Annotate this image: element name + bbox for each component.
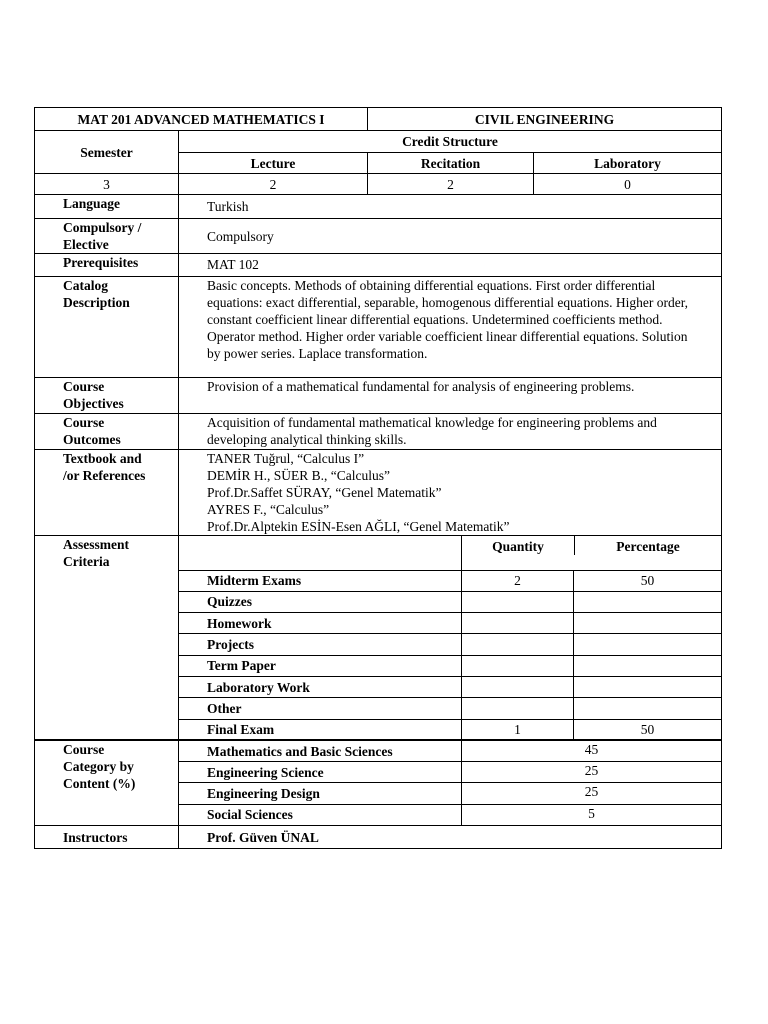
textbook-item: Prof.Dr.Alptekin ESİN-Esen AĞLI, “Genel Matematik” [207,519,510,534]
compulsory-value: Compulsory [179,219,722,254]
textbook-item: DEMİR H., SÜER B., “Calculus” [207,468,390,483]
assessment-item-quantity [462,613,574,634]
credit-structure-row [35,131,722,153]
outcomes-row [35,414,722,450]
instructors-label: Instructors [35,826,179,849]
assessment-item-percentage [574,698,722,719]
compulsory-row [35,219,722,254]
lecture-value: 2 [179,174,368,195]
textbook-item: AYRES F., “Calculus” [207,502,330,517]
language-label: Language [35,195,179,219]
category-item-value: 25 [462,783,722,804]
assessment-item-percentage [574,634,722,655]
outcomes-label-line-1: Course [63,415,105,430]
assessment-item-quantity [462,655,574,676]
quantity-label: Quantity [492,539,544,554]
prerequisites-value: MAT 102 [179,254,722,277]
language-row [35,195,722,219]
course-info-table-lower [34,570,722,850]
assessment-item-quantity [462,634,574,655]
category-item-value: 45 [462,740,722,761]
laboratory-value: 0 [534,174,722,195]
assessment-item-percentage [574,613,722,634]
objectives-row [35,378,722,414]
assessment-item-percentage: 50 [574,570,722,591]
assessment-item-quantity: 2 [462,570,574,591]
category-item-value: 25 [462,762,722,783]
objectives-label [35,378,179,414]
assessment-item-name: Other [179,698,462,719]
recitation-value: 2 [368,174,534,195]
course-title: MAT 201 ADVANCED MATHEMATICS I [35,108,368,131]
assessment-label-line-2: Criteria [63,554,110,569]
textbook-label-line-2: /or References [63,468,146,483]
category-item-name: Engineering Science [179,762,462,783]
credit-values-row [35,174,722,195]
credit-structure-label: Credit Structure [179,131,722,153]
laboratory-label: Laboratory [534,153,722,174]
objectives-label-line-1: Course [63,379,105,394]
assessment-item-quantity [462,698,574,719]
assessment-item-quantity [462,676,574,697]
instructor-name: Prof. Güven ÜNAL [179,826,722,849]
objectives-label-line-2: Objectives [63,396,124,411]
assessment-column-headers [462,536,722,571]
assessment-header-row [35,536,722,571]
outcomes-label [35,414,179,450]
category-row [35,740,722,761]
compulsory-label-line-2: Elective [63,237,109,252]
assessment-item-name: Homework [179,613,462,634]
instructors-body [35,826,722,849]
textbook-label [35,450,179,536]
textbook-item: Prof.Dr.Saffet SÜRAY, “Genel Matematik” [207,485,442,500]
lecture-label: Lecture [179,153,368,174]
compulsory-label-line-1: Compulsory / [63,220,142,235]
assessment-label-spacer [35,570,179,740]
catalog-label [35,277,179,378]
language-value: Turkish [179,195,722,219]
catalog-label-line-2: Description [63,295,130,310]
category-body [35,740,722,825]
assessment-body [35,570,722,740]
catalog-label-line-1: Catalog [63,278,108,293]
textbook-list [179,450,722,536]
assessment-item-name: Midterm Exams [179,570,462,591]
assessment-item-quantity [462,591,574,612]
assessment-item-percentage [574,655,722,676]
prerequisites-label: Prerequisites [35,254,179,277]
category-item-name: Mathematics and Basic Sciences [179,740,462,761]
category-label-line: Course [63,742,105,758]
assessment-label [35,536,179,571]
assessment-item-name: Projects [179,634,462,655]
title-row [35,108,722,131]
category-label-line: Content (%) [63,776,136,792]
textbook-row [35,450,722,536]
assessment-item-percentage [574,676,722,697]
assessment-row [35,570,722,591]
instructors-row [35,826,722,849]
assessment-header-table [462,536,721,555]
recitation-label: Recitation [368,153,534,174]
outcomes-value: Acquisition of fundamental mathematical knowledge for engineering problems and developing analytical thinking skills. [179,414,722,450]
assessment-item-percentage [574,591,722,612]
compulsory-label [35,219,179,254]
category-item-name: Social Sciences [179,804,462,825]
category-label-line: Category by [63,759,134,775]
assessment-item-name: Final Exam [179,719,462,740]
outcomes-label-line-2: Outcomes [63,432,121,447]
category-label [35,740,179,825]
assessment-label-line-1: Assessment [63,537,129,552]
catalog-description: Basic concepts. Methods of obtaining differential equations. First order differential equations: exact differential, separable, homogenous differential equations. Higher order, constant coefficient linear differential equations. Undetermined coefficients method. Operator method. Higher order variable coefficient linear differential equations. Solution by power series. Laplace transformation. [179,277,722,378]
assessment-item-quantity: 1 [462,719,574,740]
assessment-item-name: Quizzes [179,591,462,612]
assessment-item-name: Laboratory Work [179,676,462,697]
catalog-row [35,277,722,378]
category-item-name: Engineering Design [179,783,462,804]
category-item-value: 5 [462,804,722,825]
objectives-value: Provision of a mathematical fundamental for analysis of engineering problems. [179,378,722,414]
percentage-label: Percentage [575,536,722,555]
assessment-blank-header [179,536,462,571]
assessment-item-name: Term Paper [179,655,462,676]
textbook-item: TANER Tuğrul, “Calculus I” [207,451,365,466]
semester-label: Semester [35,131,179,174]
textbook-label-line-1: Textbook and [63,451,142,466]
semester-value: 3 [35,174,179,195]
department-title: CIVIL ENGINEERING [368,108,722,131]
assessment-item-percentage: 50 [574,719,722,740]
course-info-table [34,107,722,571]
prerequisites-row [35,254,722,277]
